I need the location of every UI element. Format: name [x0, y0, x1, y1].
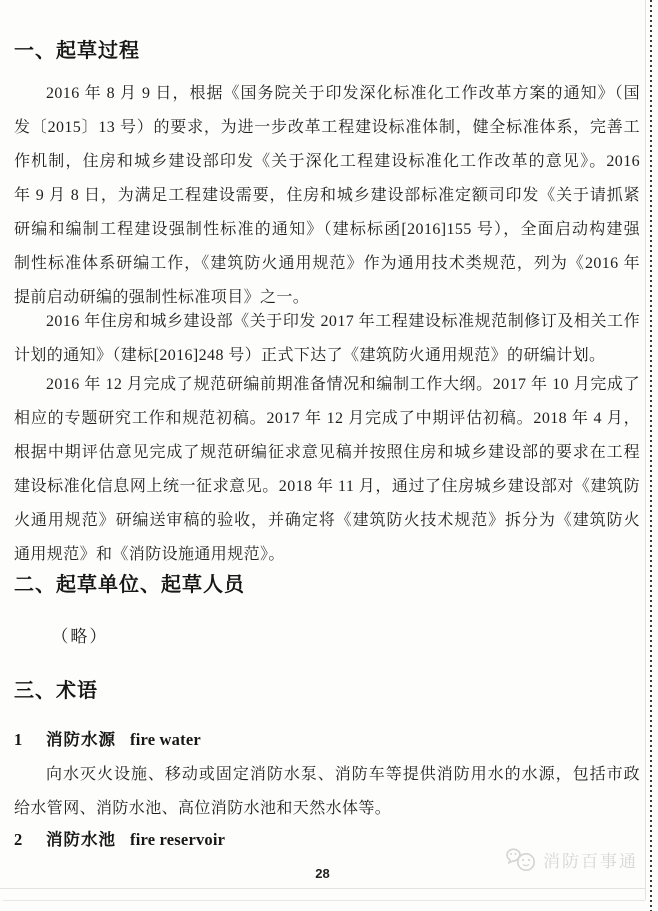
definition-line: 给水管网、消防水池、高位消防水池和天然水体等。 [14, 800, 392, 817]
section-1-heading: 一、起草过程 [14, 40, 140, 62]
paragraph-line: 通用规范》和《消防设施通用规范》。 [14, 546, 285, 563]
term-1-definition [14, 758, 640, 826]
omitted-note: （略） [51, 627, 109, 646]
paragraph-line: 年 9 月 8 日，为满足工程建设需要，住房和城乡建设部标准定额司印发《关于请抓紧 [14, 187, 640, 204]
definition-line: 向水灭火设施、移动或固定消防水泵、消防车等提供消防用水的水源，包括市政 [46, 766, 640, 783]
paragraph-2 [14, 305, 640, 373]
term-chinese: 消防水源 [46, 730, 116, 749]
paragraph-1 [14, 77, 640, 315]
section-2-heading: 二、起草单位、起草人员 [14, 574, 245, 596]
page-number: 28 [315, 866, 330, 881]
chat-mascot-icon [506, 848, 538, 872]
page-right-edge [645, 0, 646, 900]
term-chinese: 消防水池 [46, 830, 116, 849]
paragraph-line: 计划的通知》（建标[2016]248 号）正式下达了《建筑防火通用规范》的研编计划。 [14, 347, 606, 364]
paragraph-line: 2016 年 12 月完成了规范研编前期准备情况和编制工作大纲。2017 年 10 月完成了 [46, 376, 640, 393]
paragraph-line: 研编和编制工程建设强制性标准的通知》（建标标函[2016]155 号），全面启动构建强 [14, 221, 640, 238]
page-bottom-edge [0, 888, 645, 889]
term-english: fire water [130, 730, 201, 749]
term-item-1 [14, 727, 640, 753]
paragraph-line: 作机制，住房和城乡建设部印发《关于深化工程建设标准化工作改革的意见》。2016 [14, 153, 640, 170]
paragraph-3 [14, 368, 640, 572]
paragraph-line: 2016 年 8 月 9 日，根据《国务院关于印发深化标准化工作改革方案的通知》（国 [46, 85, 640, 102]
paragraph-line: 相应的专题研究工作和规范初稿。2017 年 12 月完成了中期评估初稿。2018 年 4 月， [14, 410, 640, 427]
paragraph-line: 根据中期评估意见完成了规范研编征求意见稿并按照住房和城乡建设部的要求在工程 [14, 444, 640, 461]
screenshot-dashed-border [650, 0, 652, 911]
paragraph-line: 火通用规范》研编送审稿的验收，并确定将《建筑防火技术规范》拆分为《建筑防火 [14, 512, 640, 529]
section-3-heading: 三、术语 [14, 680, 98, 702]
paragraph-line: 制性标准体系研编工作，《建筑防火通用规范》作为通用技术类规范，列为《2016 年 [14, 255, 640, 272]
paragraph-line: 发〔2015〕13 号）的要求，为进一步改革工程建设标准体制，健全标准体系，完善工 [14, 119, 640, 136]
term-number: 1 [14, 730, 23, 749]
term-number: 2 [14, 830, 23, 849]
paragraph-line: 提前启动研编的强制性标准项目》之一。 [14, 289, 310, 306]
next-page-top-edge [3, 900, 645, 901]
watermark-text: 消防百事通 [543, 852, 638, 871]
watermark [506, 847, 638, 872]
paragraph-line: 2016 年住房和城乡建设部《关于印发 2017 年工程建设标准规范制修订及相关工作 [46, 313, 640, 330]
term-english: fire reservoir [130, 830, 226, 849]
paragraph-line: 建设标准化信息网上统一征求意见。2018 年 11 月，通过了住房城乡建设部对《建筑防 [14, 478, 640, 495]
